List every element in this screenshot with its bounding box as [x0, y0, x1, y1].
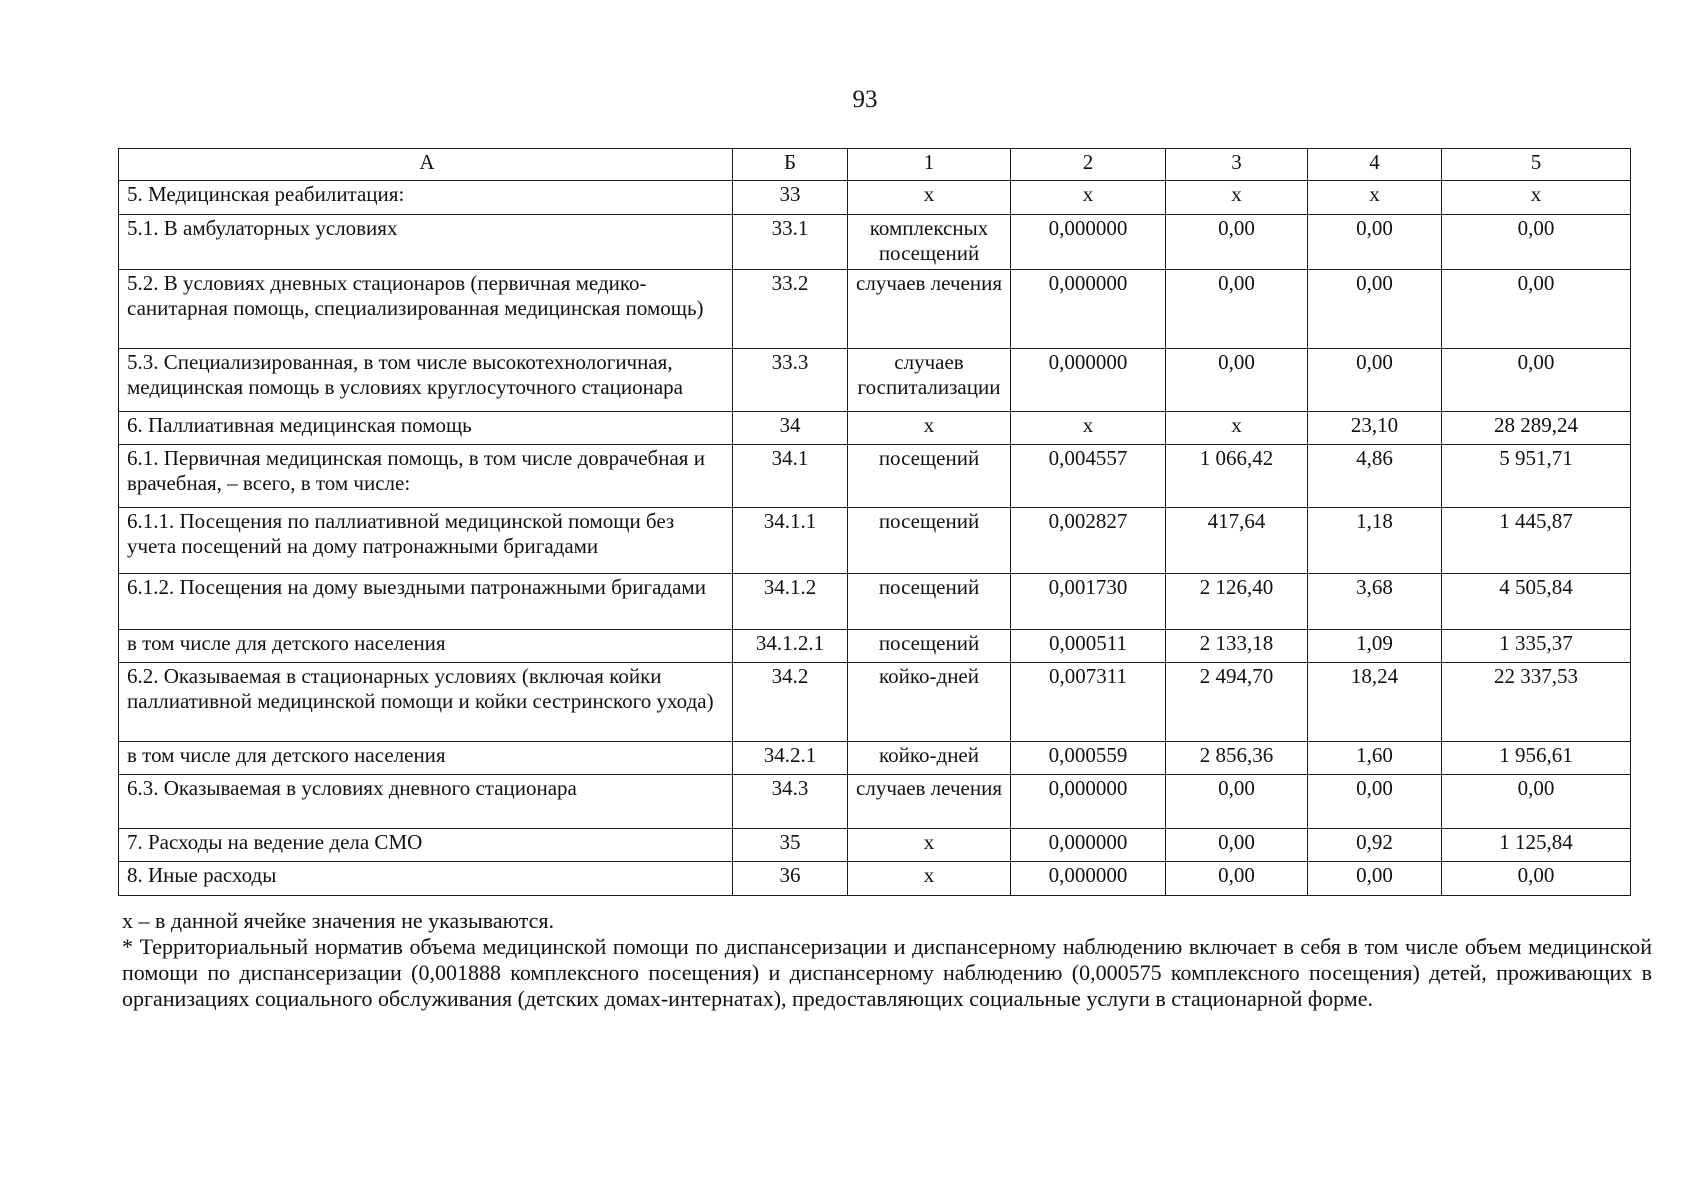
- page-number: 93: [852, 86, 878, 113]
- unit-cell: комплексных посещений: [848, 215, 1011, 270]
- value-cell: 22 337,53: [1442, 663, 1631, 742]
- value-cell: 0,00: [1442, 775, 1631, 829]
- value-cell: 5 951,71: [1442, 445, 1631, 508]
- value-cell: 0,00: [1166, 215, 1308, 270]
- unit-cell: случаев госпитализации: [848, 349, 1011, 412]
- header-cell: 2: [1011, 149, 1166, 181]
- row-label-cell: 8. Иные расходы: [119, 862, 733, 896]
- value-cell: х: [1442, 181, 1631, 215]
- value-cell: х: [1166, 181, 1308, 215]
- unit-cell: посещений: [848, 508, 1011, 574]
- value-cell: 0,00: [1308, 215, 1442, 270]
- row-label-cell: 6. Паллиативная медицинская помощь: [119, 412, 733, 445]
- value-cell: 0,00: [1308, 270, 1442, 349]
- row-code-cell: 34: [733, 412, 848, 445]
- value-cell: 1 445,87: [1442, 508, 1631, 574]
- table-header-row: [119, 149, 1631, 181]
- value-cell: 1,18: [1308, 508, 1442, 574]
- unit-cell: х: [848, 862, 1011, 896]
- table-row: [119, 445, 1631, 508]
- value-cell: 18,24: [1308, 663, 1442, 742]
- row-code-cell: 34.1.1: [733, 508, 848, 574]
- value-cell: 0,002827: [1011, 508, 1166, 574]
- value-cell: 417,64: [1166, 508, 1308, 574]
- value-cell: 0,007311: [1011, 663, 1166, 742]
- value-cell: 0,000000: [1011, 349, 1166, 412]
- value-cell: 2 494,70: [1166, 663, 1308, 742]
- value-cell: 0,000511: [1011, 630, 1166, 663]
- unit-cell: посещений: [848, 574, 1011, 630]
- value-cell: 1 335,37: [1442, 630, 1631, 663]
- value-cell: 0,000000: [1011, 215, 1166, 270]
- table-row: [119, 508, 1631, 574]
- value-cell: 0,00: [1442, 349, 1631, 412]
- unit-cell: случаев лечения: [848, 270, 1011, 349]
- row-label-cell: 5. Медицинская реабилитация:: [119, 181, 733, 215]
- value-cell: х: [1011, 181, 1166, 215]
- value-cell: 0,00: [1308, 775, 1442, 829]
- value-cell: 1 125,84: [1442, 829, 1631, 862]
- value-cell: 2 126,40: [1166, 574, 1308, 630]
- value-cell: 0,004557: [1011, 445, 1166, 508]
- value-cell: 0,00: [1442, 215, 1631, 270]
- row-label-cell: 6.1.1. Посещения по паллиативной медицинской помощи без учета посещений на дому патронажными бригадами: [119, 508, 733, 574]
- row-label-cell: в том числе для детского населения: [119, 742, 733, 775]
- table-row: [119, 215, 1631, 270]
- table-row: [119, 663, 1631, 742]
- row-code-cell: 33.2: [733, 270, 848, 349]
- table-row: [119, 862, 1631, 896]
- table-row: [119, 270, 1631, 349]
- unit-cell: койко-дней: [848, 742, 1011, 775]
- unit-cell: х: [848, 412, 1011, 445]
- value-cell: 0,001730: [1011, 574, 1166, 630]
- row-label-cell: 5.2. В условиях дневных стационаров (первичная медико-санитарная помощь, специализированная медицинская помощь): [119, 270, 733, 349]
- table-row: [119, 349, 1631, 412]
- header-cell: 4: [1308, 149, 1442, 181]
- row-label-cell: 7. Расходы на ведение дела СМО: [119, 829, 733, 862]
- row-label-cell: в том числе для детского населения: [119, 630, 733, 663]
- value-cell: 0,00: [1442, 862, 1631, 896]
- row-code-cell: 34.3: [733, 775, 848, 829]
- data-table: [118, 148, 1631, 896]
- value-cell: 1 066,42: [1166, 445, 1308, 508]
- table-row: [119, 412, 1631, 445]
- table-row: [119, 630, 1631, 663]
- value-cell: 1 956,61: [1442, 742, 1631, 775]
- value-cell: х: [1011, 412, 1166, 445]
- unit-cell: х: [848, 181, 1011, 215]
- unit-cell: посещений: [848, 445, 1011, 508]
- unit-cell: койко-дней: [848, 663, 1011, 742]
- value-cell: 0,000000: [1011, 775, 1166, 829]
- row-code-cell: 33: [733, 181, 848, 215]
- value-cell: 0,000000: [1011, 862, 1166, 896]
- value-cell: 4 505,84: [1442, 574, 1631, 630]
- x-note: х – в данной ячейке значения не указываются.: [122, 908, 555, 933]
- row-label-cell: 6.1.2. Посещения на дому выездными патронажными бригадами: [119, 574, 733, 630]
- row-label-cell: 6.2. Оказываемая в стационарных условиях (включая койки паллиативной медицинской помощи и койки сестринского ухода): [119, 663, 733, 742]
- row-code-cell: 34.1.2.1: [733, 630, 848, 663]
- value-cell: 2 133,18: [1166, 630, 1308, 663]
- row-code-cell: 34.2: [733, 663, 848, 742]
- row-code-cell: 33.1: [733, 215, 848, 270]
- table-row: [119, 574, 1631, 630]
- value-cell: 0,00: [1166, 862, 1308, 896]
- table-row: [119, 829, 1631, 862]
- value-cell: 0,00: [1166, 270, 1308, 349]
- table-row: [119, 181, 1631, 215]
- value-cell: 4,86: [1308, 445, 1442, 508]
- header-cell: 3: [1166, 149, 1308, 181]
- value-cell: 0,00: [1166, 349, 1308, 412]
- value-cell: 0,92: [1308, 829, 1442, 862]
- unit-cell: посещений: [848, 630, 1011, 663]
- row-label-cell: 5.3. Специализированная, в том числе высокотехнологичная, медицинская помощь в условиях круглосуточного стационара: [119, 349, 733, 412]
- unit-cell: х: [848, 829, 1011, 862]
- value-cell: х: [1166, 412, 1308, 445]
- value-cell: 1,09: [1308, 630, 1442, 663]
- value-cell: 0,000000: [1011, 270, 1166, 349]
- unit-cell: случаев лечения: [848, 775, 1011, 829]
- header-cell: 5: [1442, 149, 1631, 181]
- table-row: [119, 742, 1631, 775]
- row-code-cell: 36: [733, 862, 848, 896]
- value-cell: 0,000559: [1011, 742, 1166, 775]
- row-code-cell: 34.2.1: [733, 742, 848, 775]
- row-code-cell: 34.1: [733, 445, 848, 508]
- value-cell: 0,00: [1308, 349, 1442, 412]
- header-cell: Б: [733, 149, 848, 181]
- row-label-cell: 6.3. Оказываемая в условиях дневного стационара: [119, 775, 733, 829]
- value-cell: 2 856,36: [1166, 742, 1308, 775]
- value-cell: 3,68: [1308, 574, 1442, 630]
- table-row: [119, 775, 1631, 829]
- row-code-cell: 35: [733, 829, 848, 862]
- row-label-cell: 6.1. Первичная медицинская помощь, в том числе доврачебная и врачебная, – всего, в том числе:: [119, 445, 733, 508]
- value-cell: х: [1308, 181, 1442, 215]
- value-cell: 0,000000: [1011, 829, 1166, 862]
- value-cell: 0,00: [1166, 829, 1308, 862]
- row-code-cell: 34.1.2: [733, 574, 848, 630]
- notes: [122, 908, 1652, 1012]
- header-cell: 1: [848, 149, 1011, 181]
- header-cell: А: [119, 149, 733, 181]
- footnote: * Территориальный норматив объема медицинской помощи по диспансеризации и диспансерному наблюдению включает в себя в том числе объем медицинской помощи по диспансеризации (0,001888 комплексного посещения) и диспансерному наблюдению (0,000575 комплексного посещения) детей, проживающих в организациях социального обслуживания (детских домах-интернатах), предоставляющих социальные услуги в стационарной форме.: [122, 934, 1652, 1011]
- value-cell: 28 289,24: [1442, 412, 1631, 445]
- value-cell: 0,00: [1308, 862, 1442, 896]
- value-cell: 1,60: [1308, 742, 1442, 775]
- row-label-cell: 5.1. В амбулаторных условиях: [119, 215, 733, 270]
- value-cell: 0,00: [1442, 270, 1631, 349]
- row-code-cell: 33.3: [733, 349, 848, 412]
- value-cell: 0,00: [1166, 775, 1308, 829]
- value-cell: 23,10: [1308, 412, 1442, 445]
